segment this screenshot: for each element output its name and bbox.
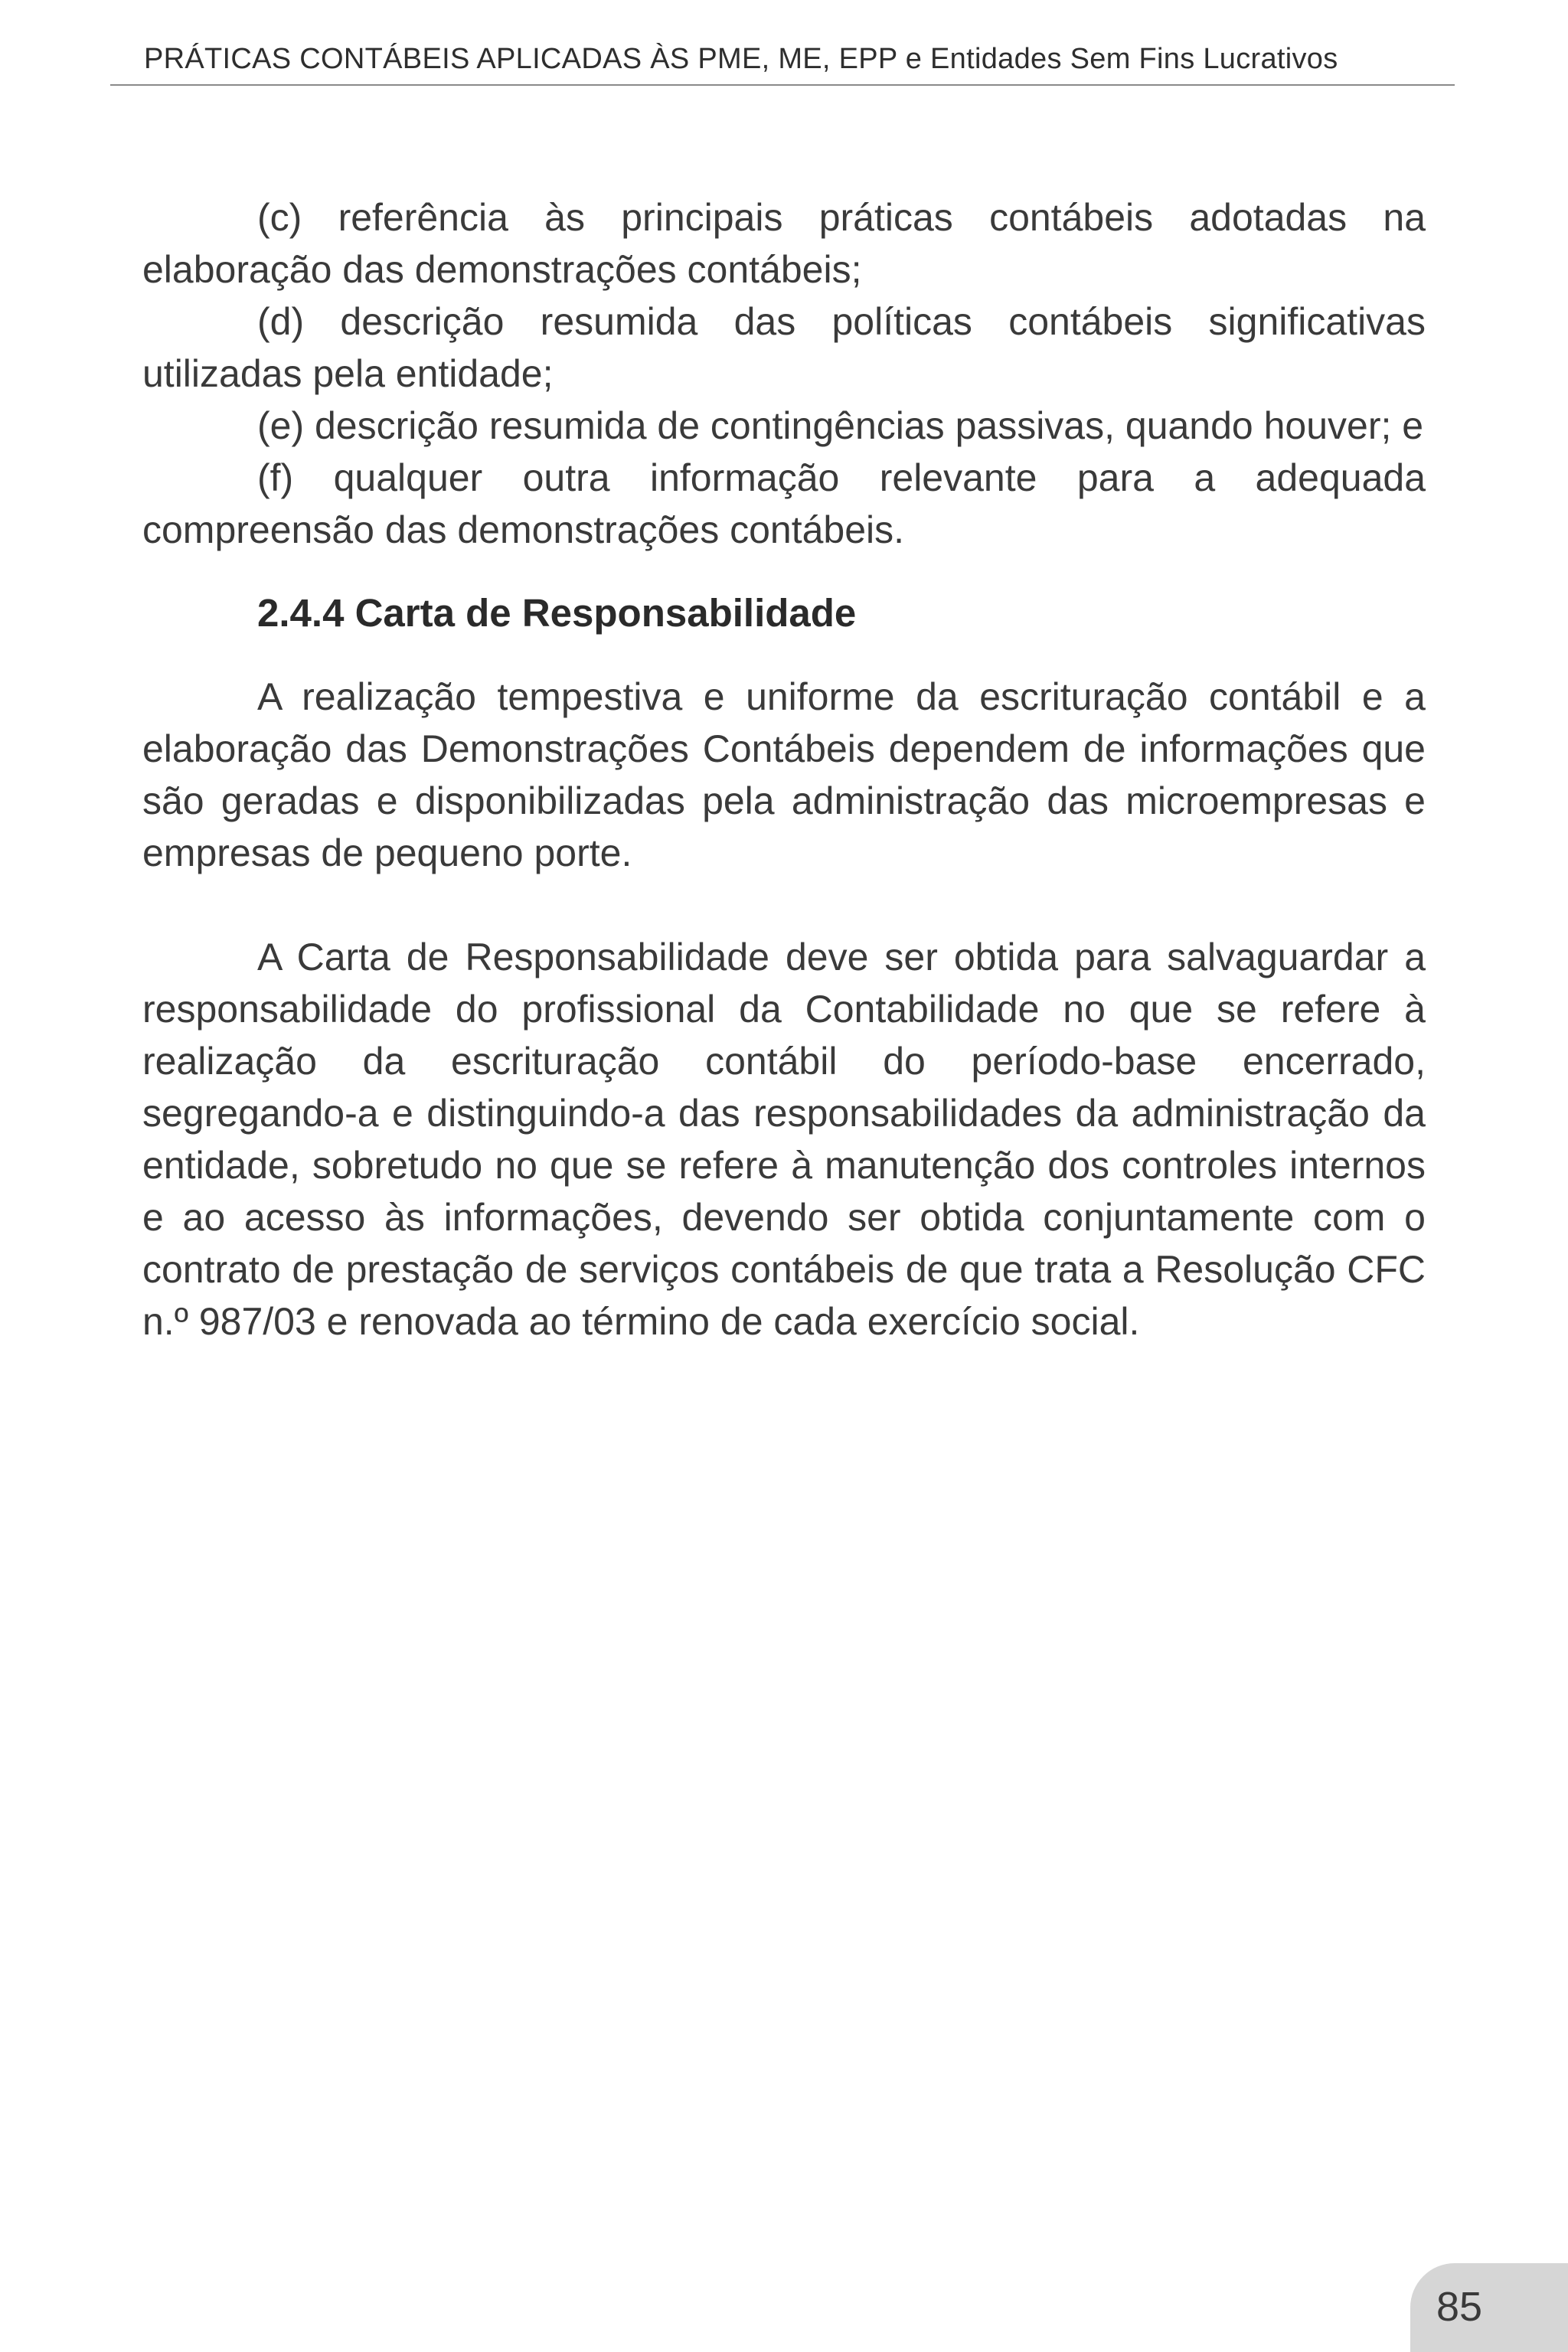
- list-item-d: (d) descrição resumida das políticas contábeis significativas utilizadas pela entidade;: [142, 300, 1426, 395]
- list-item-c: (c) referência às principais práticas contábeis adotadas na elaboração das demonstrações contábeis;: [142, 196, 1426, 291]
- body-text: [142, 191, 1426, 1348]
- header-rule: [110, 84, 1455, 86]
- section-heading: 2.4.4 Carta de Responsabilidade: [257, 591, 857, 635]
- paragraph-1: A realização tempestiva e uniforme da escrituração contábil e a elaboração das Demonstrações Contábeis dependem de informações que são geradas e disponibilizadas pela administração das microempresas e empresas de pequeno porte.: [142, 675, 1426, 874]
- list-item-e: (e) descrição resumida de contingências passivas, quando houver; e: [257, 404, 1424, 447]
- paragraph-gap: [142, 879, 1426, 931]
- list-item-f: (f) qualquer outra informação relevante para a adequada compreensão das demonstrações contábeis.: [142, 456, 1426, 551]
- running-header: PRÁTICAS CONTÁBEIS APLICADAS ÀS PME, ME, EPP e Entidades Sem Fins Lucrativos: [144, 43, 1338, 75]
- list-items: [142, 191, 1426, 556]
- page-number-tab: [1410, 2263, 1568, 2352]
- page-number: 85: [1436, 2284, 1483, 2330]
- paragraph-2: A Carta de Responsabilidade deve ser obtida para salvaguardar a responsabilidade do profissional da Contabilidade no que se refere à realização da escrituração contábil do período-base encerrado, segregando-a e distinguindo-a das responsabilidades da administração da entidade, sobretudo no que se refere à manutenção dos controles internos e ao acesso às informações, devendo ser obtida conjuntamente com o contrato de prestação de serviços contábeis de que trata a Resolução CFC n.º 987/03 e renovada ao término de cada exercício social.: [142, 936, 1426, 1343]
